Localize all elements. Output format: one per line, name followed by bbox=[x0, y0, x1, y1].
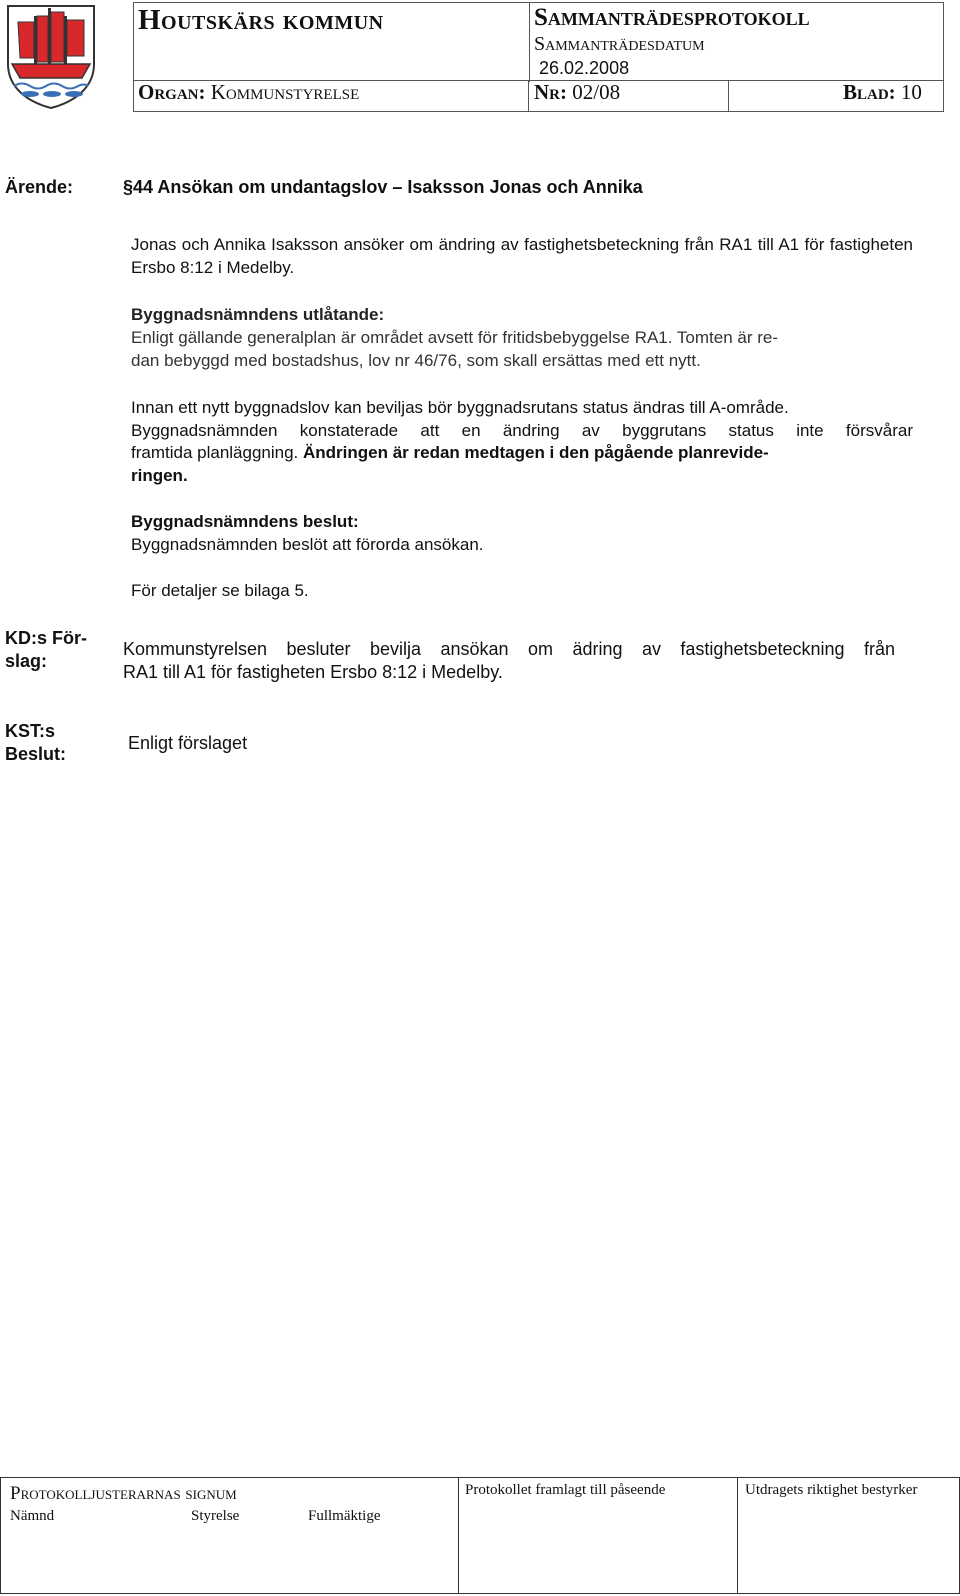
board-decision-label-line-1: KST:s bbox=[5, 721, 56, 741]
case-label: Ärende: bbox=[5, 177, 74, 197]
statement-line-2: dan bebyggd med bostadshus, lov nr 46/76, som skall ersättas med ett nytt. bbox=[131, 351, 701, 370]
statement-heading: Byggnadsnämndens utlåtande: bbox=[131, 305, 385, 324]
decision-text: Byggnadsnämnden beslöt att förorda ansökan. bbox=[131, 535, 484, 554]
nr-value: 02/08 bbox=[572, 80, 621, 104]
organ-line bbox=[138, 80, 359, 105]
municipal-crest-icon bbox=[4, 2, 98, 110]
nr-label: Nr: bbox=[534, 80, 567, 104]
details-note: För detaljer se bilaga 5. bbox=[131, 581, 309, 600]
permit-line-3-plain: framtida planläggning. bbox=[131, 443, 304, 462]
protocol-title: Sammanträdesprotokoll bbox=[534, 4, 810, 31]
proposal-text-line-2: RA1 till A1 för fastigheten Ersbo 8:12 i Medelby. bbox=[123, 662, 503, 682]
meeting-date: 26.02.2008 bbox=[539, 58, 630, 78]
proposal-text-line-1: Kommunstyrelsen besluter bevilja ansökan om ädring av fastighetsbeteckning från bbox=[123, 639, 895, 659]
case-title: §44 Ansökan om undantagslov – Isaksson Jonas och Annika bbox=[123, 177, 643, 197]
statement-line-1: Enligt gällande generalplan är området avsett för fritidsbebyggelse RA1. Tomten är re- bbox=[131, 328, 778, 347]
organ-value: Kommunstyrelse bbox=[210, 80, 360, 104]
org-name: Houtskärs kommun bbox=[138, 4, 384, 36]
proposal-label-line-1: KD:s För- bbox=[5, 628, 87, 648]
decision-heading: Byggnadsnämndens beslut: bbox=[131, 512, 359, 531]
board-decision-label-line-2: Beslut: bbox=[5, 744, 67, 764]
permit-line-3 bbox=[131, 442, 913, 465]
signum-styrelse: Styrelse bbox=[191, 1508, 240, 1524]
permit-line-3-bold: Ändringen är redan medtagen i den pågående planrevide- bbox=[303, 443, 769, 462]
permit-line-1: Innan ett nytt byggnadslov kan beviljas bör byggnadsrutans status ändras till A-område. bbox=[131, 398, 789, 417]
meeting-date-label: Sammanträdesdatum bbox=[534, 33, 705, 55]
blad-value: 10 bbox=[900, 80, 922, 104]
certified-label: Utdragets riktighet bestyrker bbox=[745, 1482, 918, 1498]
permit-line-4: ringen. bbox=[131, 466, 188, 485]
permit-line-2: Byggnadsnämnden konstaterade att en ändring av byggrutans status inte försvårar bbox=[131, 421, 913, 440]
case-intro: Jonas och Annika Isaksson ansöker om ändring av fastighetsbeteckning från RA1 till A1 för fastigheten Ersbo 8:12 i Medelby. bbox=[131, 235, 913, 277]
footer-divider-2 bbox=[737, 1477, 738, 1594]
signum-heading: Protokolljusterarnas signum bbox=[10, 1483, 237, 1504]
signum-fullmaktige: Fullmäktige bbox=[308, 1508, 381, 1524]
board-decision-text: Enligt förslaget bbox=[128, 733, 248, 753]
signum-namnd: Nämnd bbox=[10, 1508, 55, 1524]
organ-label: Organ: bbox=[138, 80, 206, 104]
posted-label: Protokollet framlagt till påseende bbox=[465, 1482, 666, 1498]
blad-label: Blad: bbox=[843, 80, 896, 104]
nr-line bbox=[534, 80, 620, 105]
blad-line bbox=[843, 80, 922, 105]
footer-divider-1 bbox=[458, 1477, 459, 1594]
proposal-label-line-2: slag: bbox=[5, 651, 48, 671]
